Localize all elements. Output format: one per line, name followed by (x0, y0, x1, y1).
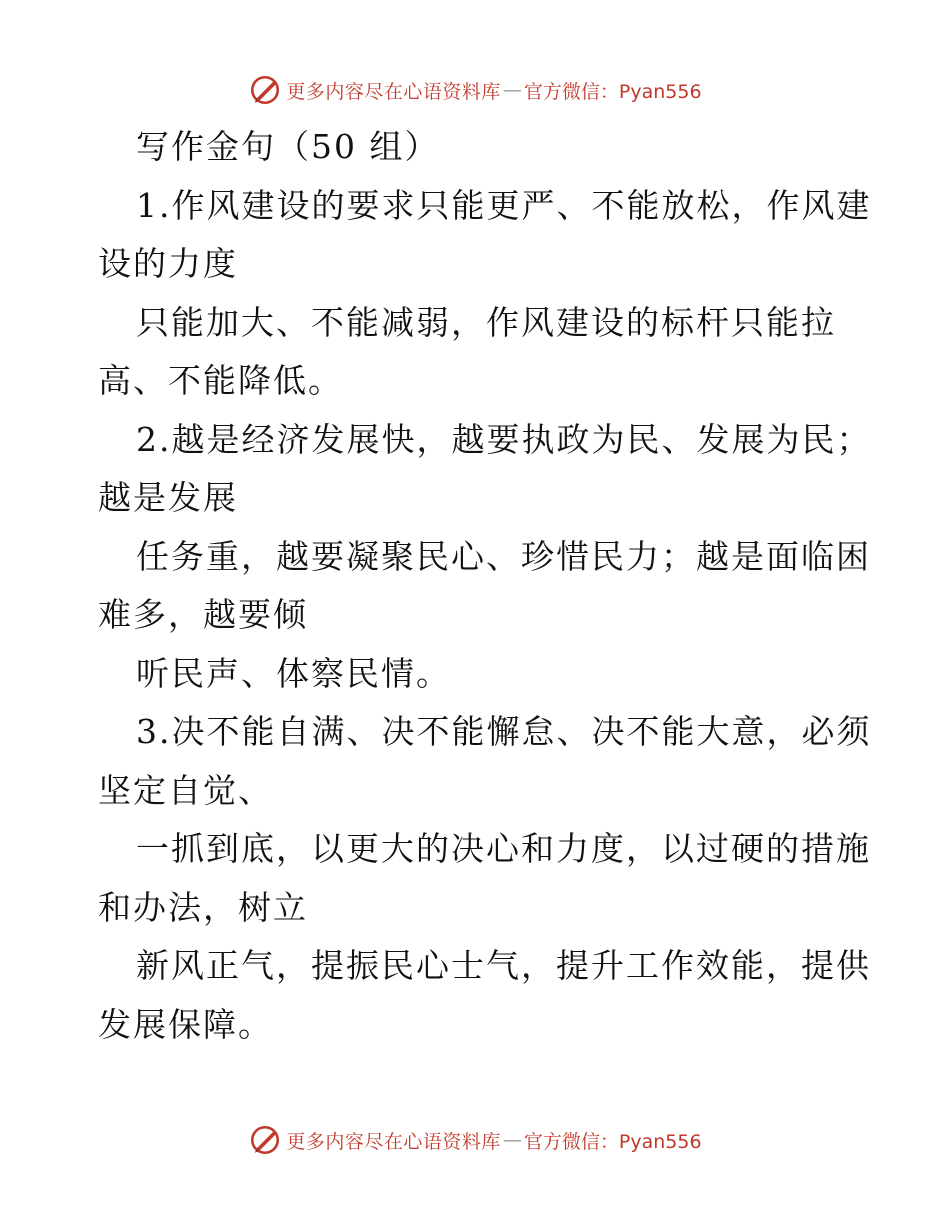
text-line: 高、不能降低。 (98, 361, 343, 400)
banner-wechat: 官方微信：Pyan556 (523, 1130, 702, 1153)
pen-logo-icon (248, 1123, 282, 1157)
footer-banner (0, 1120, 950, 1160)
text-line: 新风正气，提振民心士气，提升工作效能，提供 (136, 946, 871, 985)
text-line: 只能加大、不能减弱，作风建设的标杆只能拉 (136, 302, 836, 342)
document-body (98, 118, 872, 1054)
text-line: 任务重，越要凝聚民心、珍惜民力；越是面临困 (136, 536, 871, 576)
banner-title: 更多内容尽在心语资料库 (286, 80, 501, 103)
text-line: 设的力度 (98, 244, 238, 283)
document-title: 写作金句（50 组） (136, 127, 440, 166)
text-line: 越是发展 (98, 478, 238, 517)
text-line: 和办法，树立 (98, 887, 308, 927)
text-line: 难多，越要倾 (98, 595, 308, 634)
text-line: 听民声、体察民情。 (136, 653, 451, 693)
text-line: 2.越是经济发展快，越要执政为民、发展为民； (136, 419, 872, 459)
pen-logo-icon (248, 73, 282, 107)
banner-separator: — (502, 1129, 522, 1151)
banner-title: 更多内容尽在心语资料库 (286, 1130, 501, 1153)
text-line: 一抓到底，以更大的决心和力度，以过硬的措施 (136, 829, 871, 868)
banner-separator: — (502, 79, 522, 101)
text-line: 1.作风建设的要求只能更严、不能放松，作风建 (136, 185, 872, 225)
text-line: 坚定自觉、 (98, 770, 273, 810)
text-line: 发展保障。 (98, 1004, 273, 1044)
header-banner (0, 70, 950, 110)
text-line: 3.决不能自满、决不能懈怠、决不能大意，必须 (136, 712, 872, 751)
banner-wechat: 官方微信：Pyan556 (523, 80, 702, 103)
